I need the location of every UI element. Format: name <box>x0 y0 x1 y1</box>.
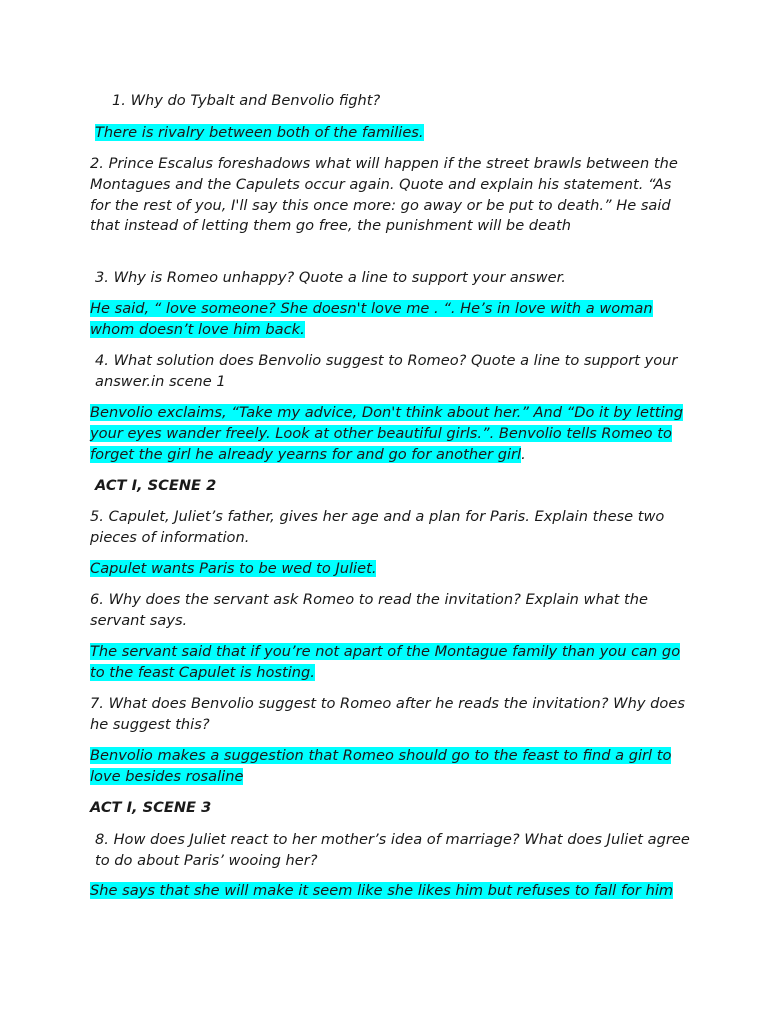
question-3: 3. Why is Romeo unhappy? Quote a line to support your answer. <box>95 269 566 286</box>
heading-act1-scene3: ACT I, SCENE 3 <box>90 799 212 816</box>
heading-act1-scene2: ACT I, SCENE 2 <box>95 477 217 494</box>
question-4: 4. What solution does Benvolio suggest to Romeo? Quote a line to support your answer.in scene 1 <box>95 352 678 390</box>
question-5: 5. Capulet, Juliet’s father, gives her age and a plan for Paris. Explain these two pieces of information. <box>90 508 665 546</box>
answer-6: The servant said that if you’re not apart of the Montague family than you can go to the feast Capulet is hosting. <box>90 643 681 681</box>
answer-7: Benvolio makes a suggestion that Romeo should go to the feast to find a girl to love besides rosaline <box>90 747 672 785</box>
answer-5: Capulet wants Paris to be wed to Juliet. <box>90 560 377 577</box>
answer-8: She says that she will make it seem like she likes him but refuses to fall for him <box>90 882 674 899</box>
answer-4: Benvolio exclaims, “Take my advice, Don't think about her.” And “Do it by letting your eyes wander freely. Look at other beautiful girls.”. Benvolio tells Romeo to forget the girl he already yearns for and go for another girl. <box>90 404 684 463</box>
question-8: 8. How does Juliet react to her mother’s idea of marriage? What does Juliet agree to do about Paris’ wooing her? <box>95 831 690 869</box>
question-2: 2. Prince Escalus foreshadows what will happen if the street brawls between the Montagues and the Capulets occur again. Quote and explain his statement. “As for the rest of you, I'll say this once more: go away or be put to death.” He said that instead of letting them go free, the punishment will be death <box>90 155 678 235</box>
answer-3: He said, “ love someone? She doesn't love me . “. He’s in love with a woman whom doesn’t love him back. <box>90 300 653 338</box>
question-1: 1. Why do Tybalt and Benvolio fight? <box>112 92 381 109</box>
question-6: 6. Why does the servant ask Romeo to read the invitation? Explain what the servant says. <box>90 591 648 629</box>
answer-1: There is rivalry between both of the families. <box>95 124 424 141</box>
question-7: 7. What does Benvolio suggest to Romeo after he reads the invitation? Why does he suggest this? <box>90 695 685 733</box>
